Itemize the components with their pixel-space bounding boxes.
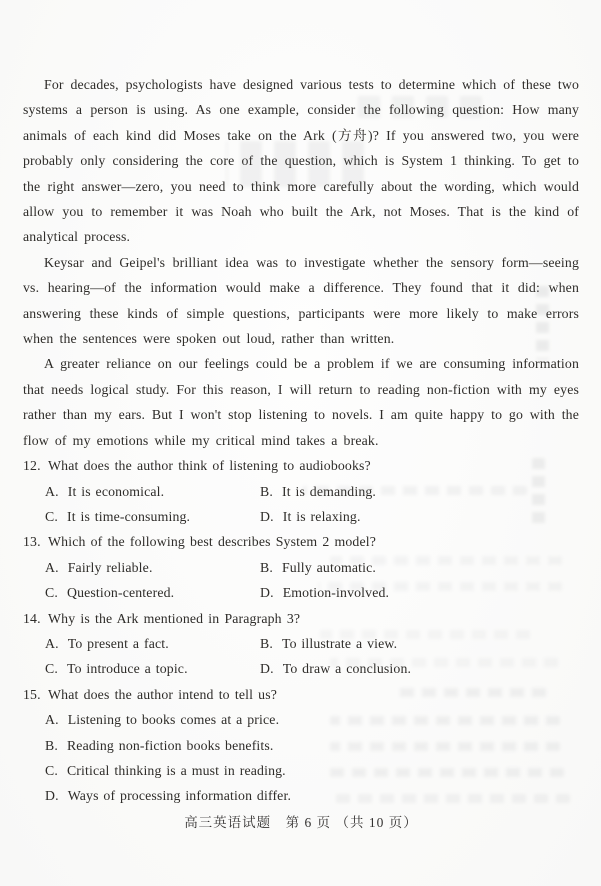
option-text: It is economical. (67, 483, 165, 499)
option-12-b (260, 479, 579, 504)
option-label: A. (45, 483, 59, 499)
question-15-stem (23, 682, 579, 707)
option-label: B. (45, 737, 58, 753)
page-footer: 高三英语试题 第 6 页 （共 10 页） (184, 814, 418, 830)
option-text: To draw a conclusion. (282, 661, 412, 677)
question-15-options (45, 707, 579, 809)
option-15-b (45, 733, 579, 758)
question-text: What does the author intend to tell us? (48, 686, 277, 702)
question-12-stem (23, 453, 579, 478)
question-14 (23, 606, 579, 682)
question-number: 14. (23, 610, 41, 626)
option-label: A. (45, 559, 59, 575)
option-label: C. (45, 508, 58, 524)
option-14-a (45, 631, 260, 656)
option-label: A. (45, 635, 59, 651)
option-label: A. (45, 712, 59, 728)
option-label: B. (260, 483, 273, 499)
option-text: To illustrate a view. (281, 635, 398, 651)
option-text: It is relaxing. (282, 508, 361, 524)
option-15-a (45, 707, 579, 732)
question-number: 12. (23, 458, 41, 474)
question-14-stem (23, 606, 579, 631)
option-text: Reading non-fiction books benefits. (66, 737, 274, 753)
question-14-options (45, 631, 579, 682)
question-text: Why is the Ark mentioned in Paragraph 3? (48, 610, 301, 626)
option-text: Question-centered. (66, 585, 175, 601)
option-15-c (45, 758, 579, 783)
option-13-d (260, 580, 579, 605)
question-15 (23, 682, 579, 809)
question-number: 13. (23, 534, 41, 550)
option-12-c (45, 504, 260, 529)
option-text: Critical thinking is a must in reading. (66, 762, 286, 778)
option-13-c (45, 580, 260, 605)
option-14-d (260, 656, 579, 681)
option-13-b (260, 555, 579, 580)
option-label: C. (45, 585, 58, 601)
question-13-stem (23, 529, 579, 554)
option-text: Fully automatic. (281, 559, 376, 575)
option-label: C. (45, 661, 58, 677)
option-text: It is demanding. (281, 483, 377, 499)
option-label: D. (260, 585, 274, 601)
option-12-a (45, 479, 260, 504)
question-number: 15. (23, 686, 41, 702)
passage-paragraph-3: A greater reliance on our feelings could be a problem if we are consuming information that needs logical study. For this reason, I will return to reading non-fiction with my eyes rather than my ears. But I won't stop listening to novels. I am quite happy to go with the flow of my emotions while my critical mind takes a break. (23, 356, 579, 448)
question-12 (23, 453, 579, 529)
passage-paragraph-2: Keysar and Geipel's brilliant idea was to investigate whether the sensory form—seeing vs. hearing—of the information would make a difference. They found that it did: when answering these kinds of simple questions, participants were more likely to make errors when the sentences were spoken out loud, rather than written. (23, 254, 579, 347)
question-13-options (45, 555, 579, 606)
option-text: To present a fact. (67, 635, 169, 651)
passage-paragraph-1: For decades, psychologists have designed various tests to determine which of these two systems a person is using. As one example, consider the following question: How many animals of each kind did Moses take on the Ark (方舟)? If you answered two, you were probably only considering the core of the question, which is System 1 thinking. To get to the right answer—zero, you need to think more carefully about the wording, which would allow you to remember it was Noah who built the Ark, not Moses. That is the kind of analytical process. (23, 77, 579, 245)
option-label: B. (260, 559, 273, 575)
option-label: C. (45, 762, 58, 778)
option-text: Ways of processing information differ. (67, 788, 292, 804)
question-text: What does the author think of listening to audiobooks? (48, 458, 371, 474)
option-15-d (45, 783, 579, 808)
question-13 (23, 529, 579, 605)
option-14-b (260, 631, 579, 656)
option-label: B. (260, 635, 273, 651)
option-text: Fairly reliable. (67, 559, 153, 575)
option-label: D. (260, 661, 274, 677)
option-text: To introduce a topic. (66, 661, 188, 677)
option-text: Listening to books comes at a price. (67, 712, 280, 728)
question-section (23, 453, 579, 809)
question-12-options (45, 479, 579, 530)
option-label: D. (260, 508, 274, 524)
option-13-a (45, 555, 260, 580)
option-label: D. (45, 788, 59, 804)
question-text: Which of the following best describes System 2 model? (48, 534, 377, 550)
option-14-c (45, 656, 260, 681)
reading-passage (23, 72, 579, 453)
option-text: Emotion-involved. (282, 585, 390, 601)
option-12-d (260, 504, 579, 529)
option-text: It is time-consuming. (66, 508, 191, 524)
